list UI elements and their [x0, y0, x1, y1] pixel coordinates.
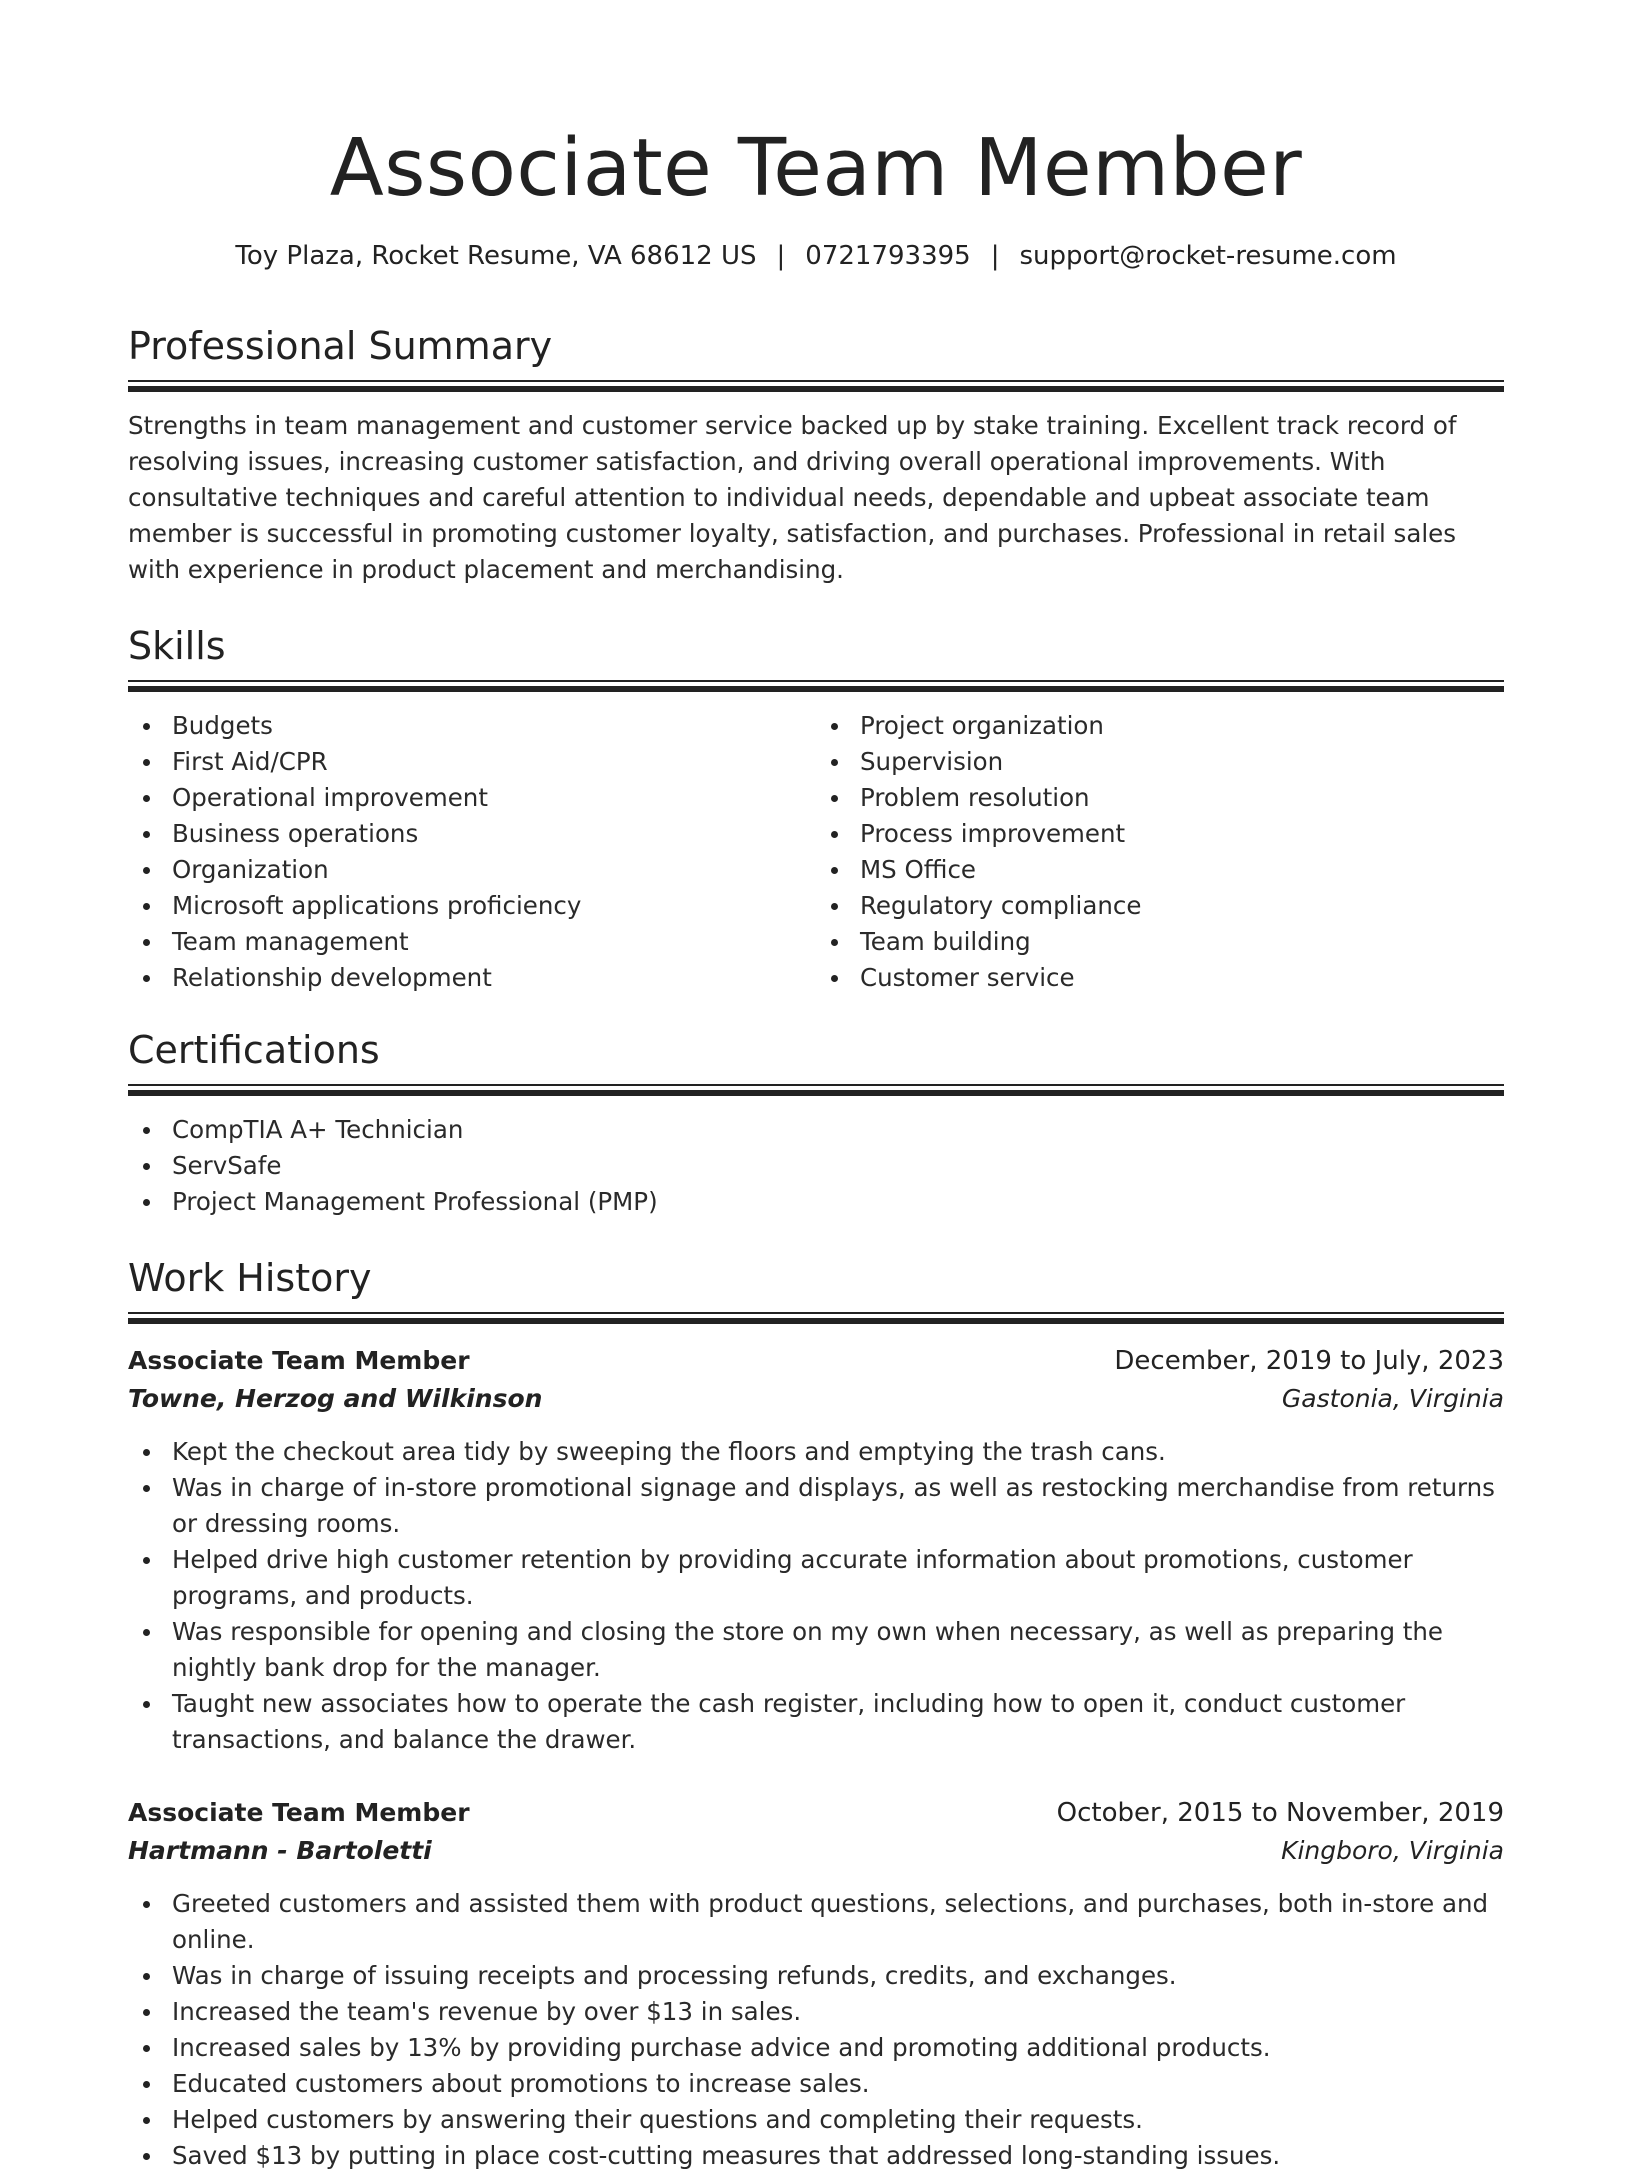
certifications-section [128, 1026, 1504, 1220]
section-heading-summary: Professional Summary [128, 324, 553, 368]
skill-item: Process improvement [816, 816, 1504, 852]
job-responsibility-item: Helped drive high customer retention by providing accurate information about promotions, customer programs, and products. [128, 1542, 1504, 1614]
skill-item: Budgets [128, 708, 816, 744]
contact-email: support@rocket-resume.com [1019, 241, 1397, 271]
contact-phone: 0721793395 [805, 241, 971, 271]
contact-address: Toy Plaza, Rocket Resume, VA 68612 US [235, 241, 757, 271]
job-dates: December, 2019 to July, 2023 [1114, 1346, 1504, 1376]
skills-list-left [128, 708, 816, 996]
job-company: Towne, Herzog and Wilkinson [128, 1384, 543, 1413]
job-responsibility-item: Greeted customers and assisted them with product questions, selections, and purchases, both in-store and online. [128, 1886, 1504, 1958]
certification-item: CompTIA A+ Technician [128, 1112, 1504, 1148]
job-responsibility-item: Was in charge of in-store promotional signage and displays, as well as restocking merchandise from returns or dressing rooms. [128, 1470, 1504, 1542]
contact-separator: | [990, 241, 1000, 271]
job-company: Hartmann - Bartoletti [128, 1836, 432, 1865]
job-responsibility-item: Was in charge of issuing receipts and processing refunds, credits, and exchanges. [128, 1958, 1504, 1994]
skill-item: Operational improvement [128, 780, 816, 816]
skill-item: MS Office [816, 852, 1504, 888]
job-entry [128, 1342, 1504, 1758]
section-divider [128, 680, 1504, 692]
skill-item: Regulatory compliance [816, 888, 1504, 924]
skills-section [128, 622, 1504, 996]
section-divider [128, 1084, 1504, 1096]
job-responsibility-item: Was responsible for opening and closing the store on my own when necessary, as well as preparing the nightly bank drop for the manager. [128, 1614, 1504, 1686]
skill-item: Supervision [816, 744, 1504, 780]
skill-item: Team building [816, 924, 1504, 960]
section-divider [128, 380, 1504, 392]
skill-item: Problem resolution [816, 780, 1504, 816]
job-location: Kingboro, Virginia [1281, 1836, 1504, 1865]
section-heading-work-history: Work History [128, 1256, 372, 1300]
job-company-row [128, 1832, 1504, 1870]
job-responsibility-item: Taught new associates how to operate the cash register, including how to open it, conduct customer transactions, and balance the drawer. [128, 1686, 1504, 1758]
certifications-list [128, 1112, 1504, 1220]
certification-item: ServSafe [128, 1148, 1504, 1184]
skill-item: Team management [128, 924, 816, 960]
job-responsibility-item: Saved $13 by putting in place cost-cutting measures that addressed long-standing issues. [128, 2138, 1504, 2174]
job-title: Associate Team Member [128, 1346, 470, 1375]
certification-item: Project Management Professional (PMP) [128, 1184, 1504, 1220]
work-history-section [128, 1254, 1504, 2174]
summary-text: Strengths in team management and customer service backed up by stake training. Excellent track record of resolving issues, increasing customer satisfaction, and driving overall operational improvements. With consultative techniques and careful attention to individual needs, dependable and upbeat associate team member is successful in promoting customer loyalty, satisfaction, and purchases. Professional in retail sales with experience in product placement and merchandising. [128, 411, 1457, 584]
job-location: Gastonia, Virginia [1281, 1384, 1504, 1413]
job-header-row [128, 1342, 1504, 1380]
skill-item: First Aid/CPR [128, 744, 816, 780]
job-header-row [128, 1794, 1504, 1832]
skills-list-right [816, 708, 1504, 996]
job-responsibility-item: Helped customers by answering their questions and completing their requests. [128, 2102, 1504, 2138]
job-title: Associate Team Member [128, 1798, 470, 1827]
job-company-row [128, 1380, 1504, 1418]
skills-column-left [128, 708, 816, 996]
job-dates: October, 2015 to November, 2019 [1056, 1798, 1504, 1828]
job-entry [128, 1794, 1504, 2174]
job-responsibilities-list [128, 1886, 1504, 2174]
job-responsibility-item: Increased the team's revenue by over $13 in sales. [128, 1994, 1504, 2030]
skill-item: Organization [128, 852, 816, 888]
section-divider [128, 1312, 1504, 1324]
section-heading-certifications: Certifications [128, 1028, 380, 1072]
skill-item: Relationship development [128, 960, 816, 996]
skill-item: Project organization [816, 708, 1504, 744]
skills-column-right [816, 708, 1504, 996]
skill-item: Customer service [816, 960, 1504, 996]
page-title: Associate Team Member [329, 122, 1303, 214]
skills-grid [128, 708, 1504, 996]
section-heading-skills: Skills [128, 624, 226, 668]
job-responsibility-item: Educated customers about promotions to increase sales. [128, 2066, 1504, 2102]
job-responsibilities-list [128, 1434, 1504, 1758]
job-responsibility-item: Increased sales by 13% by providing purchase advice and promoting additional products. [128, 2030, 1504, 2066]
contact-line [128, 238, 1504, 274]
skill-item: Business operations [128, 816, 816, 852]
contact-separator: | [776, 241, 786, 271]
professional-summary-section [128, 322, 1504, 588]
job-responsibility-item: Kept the checkout area tidy by sweeping the floors and emptying the trash cans. [128, 1434, 1504, 1470]
skill-item: Microsoft applications proficiency [128, 888, 816, 924]
